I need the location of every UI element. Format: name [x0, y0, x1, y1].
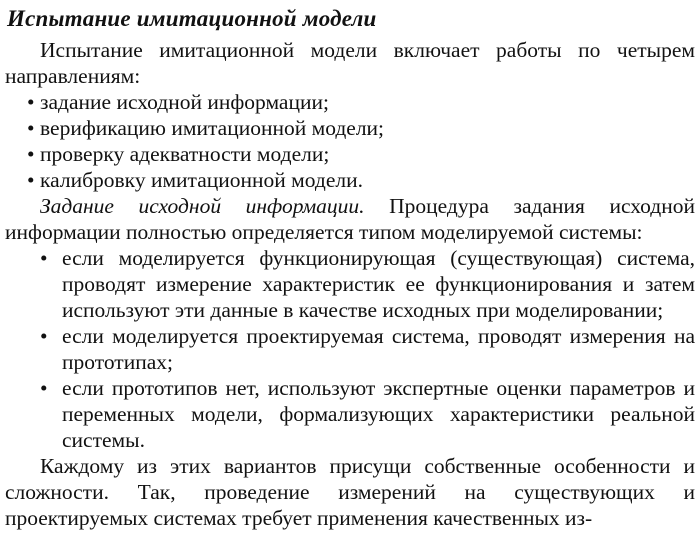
bullet-icon: •: [27, 116, 35, 140]
page-content: [5, 4, 695, 531]
bullet-icon: •: [27, 168, 35, 192]
section-text: Процедура задания исходной информации полностью определяется типом моделируемой системы:: [5, 194, 695, 244]
list-item: • если прототипов нет, используют экспертные оценки параметров и переменных модели, формализующих характеристики реальной системы.: [40, 376, 695, 452]
closing-paragraph: Каждому из этих вариантов присущи собственные особенности и сложности. Так, проведение измерений на существующих и проектируемых системах требует применения качественных из-: [5, 454, 695, 530]
cases-list: [5, 245, 695, 453]
bullet-icon: •: [27, 90, 35, 114]
list-item: • верификацию имитационной модели;: [27, 116, 385, 140]
directions-list: [5, 89, 695, 193]
bullet-icon: •: [40, 324, 48, 348]
section-title: Задание исходной информации.: [40, 194, 365, 218]
section-paragraph: [5, 193, 695, 245]
bullet-icon: •: [27, 142, 35, 166]
list-item: • задание исходной информации;: [27, 90, 329, 114]
list-item: • если моделируется проектируемая система, проводят измерения на прототипах;: [40, 324, 695, 374]
bullet-icon: •: [40, 376, 48, 400]
list-item: • калибровку имитационной модели.: [27, 168, 363, 192]
bullet-icon: •: [40, 246, 48, 270]
section-heading: Испытание имитационной модели: [7, 6, 377, 31]
list-item: • проверку адекватности модели;: [27, 142, 330, 166]
list-item: • если моделируется функционирующая (существующая) система, проводят измерение характеристик ее функционирования и затем используют эти данные в качестве исходных при моделировании;: [40, 246, 695, 322]
intro-paragraph: Испытание имитационной модели включает работы по четырем направлениям:: [5, 38, 695, 88]
